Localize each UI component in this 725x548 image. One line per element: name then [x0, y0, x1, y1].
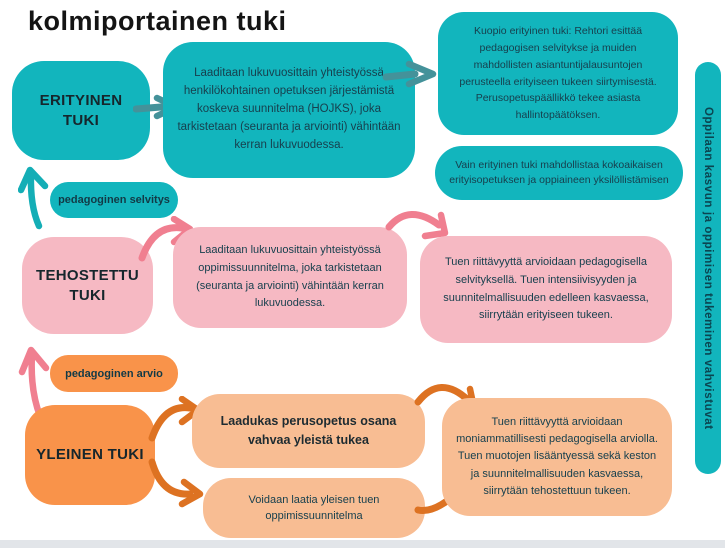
vertical-banner — [695, 62, 721, 474]
arrow-yleinen-to-voidaan — [146, 456, 206, 508]
laadukas-perusopetus-text: Laadukas perusopetus osana vahvaa yleistä tukea — [220, 414, 397, 447]
erityinen-tuki-box — [12, 61, 150, 160]
pedagoginen-arvio-label: pedagoginen arvio — [65, 367, 163, 380]
oppimissuunnitelma-plan-text: Laaditaan lukuvuosittain yhteistyössä oppimissuunnitelma, joka tarkistetaan (seuranta ja arviointi) vähintään kerran lukuvuodessa. — [196, 244, 384, 310]
tehostettu-assessment-box — [420, 236, 672, 343]
vain-erityinen-note-box — [435, 146, 683, 200]
yleinen-tuki-label: YLEINEN TUKI — [36, 446, 144, 464]
pedagoginen-selvitys-label: pedagoginen selvitys — [58, 194, 170, 206]
yleinen-assessment-box — [442, 398, 672, 516]
arrow-hojks-to-kuopio — [382, 60, 440, 88]
kuopio-note-box — [438, 12, 678, 135]
vain-erityinen-note-text: Vain erityinen tuki mahdollistaa kokoaikaisen erityisopetuksen ja oppiaineen yksilöllistämisen — [449, 158, 669, 186]
tehostettu-tuki-box — [22, 237, 153, 334]
hojks-plan-box — [163, 42, 415, 178]
yleinen-tuki-box — [25, 405, 155, 505]
oppimissuunnitelma-plan-box — [173, 227, 407, 328]
page-title: kolmiportainen tuki — [28, 6, 287, 36]
tehostettu-assessment-text: Tuen riittävyyttä arvioidaan pedagogisella selvityksellä. Tuen intensiivisyyden ja suunnitelmallisuuden edelleen kasvaessa, siirrytään erityiseen tukeen. — [443, 256, 649, 322]
arrow-selvitys-up — [18, 162, 54, 232]
kuopio-note-text: Kuopio erityinen tuki: Rehtori esittää pedagogisen selvitykse ja muiden mahdollisten asiantuntijalausuntojen perusteella erityiseen tukeen siirtymisestä. Perusopetuspäällikkö tekee asiasta hallintopäätöksen. — [459, 25, 657, 122]
pedagoginen-selvitys-pill — [50, 182, 178, 218]
voidaan-laatia-box — [203, 478, 425, 538]
voidaan-laatia-text: Voidaan laatia yleisen tuen oppimissuunnitelma — [248, 493, 380, 522]
tehostettu-tuki-label: TEHOSTETTU TUKI — [36, 267, 139, 304]
vertical-banner-text: Oppilaan kasvun ja oppimisen tukeminen vahvistuvat — [702, 106, 714, 430]
pedagoginen-arvio-pill — [50, 355, 178, 392]
erityinen-tuki-label: ERITYINEN TUKI — [39, 92, 123, 129]
bottom-edge-strip — [0, 540, 725, 548]
laadukas-perusopetus-box — [192, 394, 425, 468]
yleinen-assessment-text: Tuen riittävyyttä arvioidaan moniammatillisesti pedagogisella arviolla. Tuen muotojen lisääntyessä sekä keston ja suunnitelmallisuuden kasvaessa, siirrytään tehostettuun tukeen. — [456, 416, 658, 497]
hojks-plan-text: Laaditaan lukuvuosittain yhteistyössä henkilökohtainen opetuksen järjestämistä koskeva suunnitelma (HOJKS), joka tarkistetaan (seuranta ja arviointi) vähintään kerran lukuvuodessa. — [177, 67, 401, 151]
